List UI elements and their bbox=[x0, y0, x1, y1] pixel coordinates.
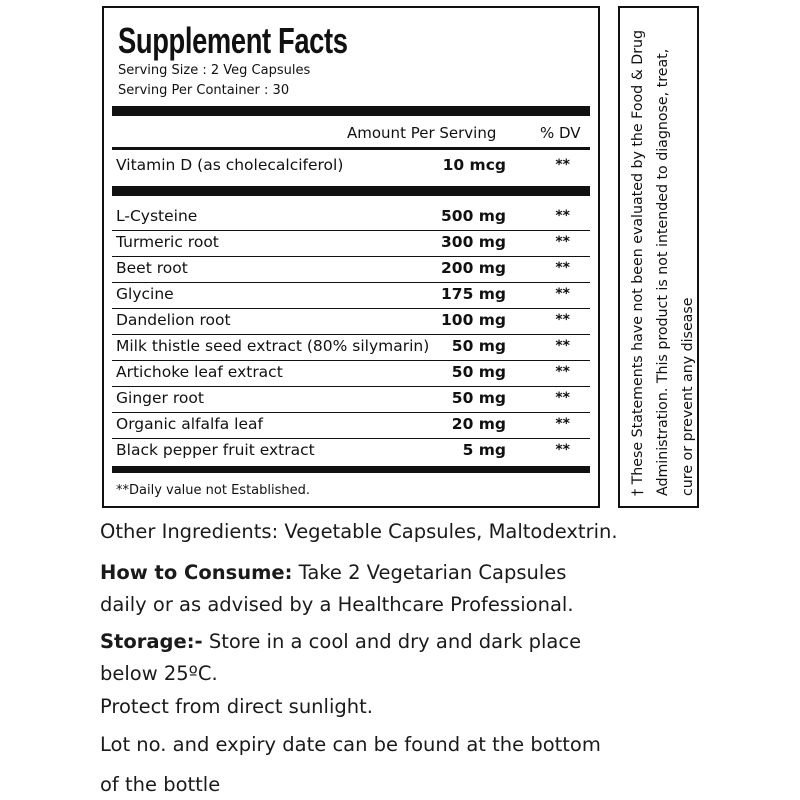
thick-divider bbox=[112, 186, 590, 196]
ingredient-row bbox=[112, 412, 590, 439]
ingredient-amount: 50 mg bbox=[451, 389, 506, 407]
storage-line-1 bbox=[100, 630, 581, 653]
nutrient-dv: ** bbox=[555, 157, 570, 173]
ingredient-name: Dandelion root bbox=[116, 311, 231, 329]
storage-text: Store in a cool and dry and dark place bbox=[202, 630, 582, 653]
supplement-facts-title: Supplement Facts bbox=[118, 20, 348, 61]
ingredient-name: Black pepper fruit extract bbox=[116, 441, 315, 459]
ingredient-name: Beet root bbox=[116, 259, 188, 277]
how-to-consume-text: Take 2 Vegetarian Capsules bbox=[292, 561, 567, 584]
ingredient-row bbox=[112, 282, 590, 309]
ingredient-amount: 50 mg bbox=[451, 363, 506, 381]
ingredient-dv: ** bbox=[555, 442, 570, 458]
ingredient-dv: ** bbox=[555, 338, 570, 354]
ingredient-amount: 50 mg bbox=[451, 337, 506, 355]
ingredient-name: Organic alfalfa leaf bbox=[116, 415, 263, 433]
nutrient-row bbox=[112, 153, 590, 179]
bottom-divider bbox=[112, 466, 590, 473]
ingredient-name: L-Cysteine bbox=[116, 207, 198, 225]
ingredient-name: Glycine bbox=[116, 285, 174, 303]
lot-info-line-2: of the bottle bbox=[100, 773, 221, 796]
nutrient-amount: 10 mcg bbox=[442, 156, 506, 174]
ingredient-row bbox=[112, 334, 590, 361]
ingredient-name: Milk thistle seed extract (80% silymarin) bbox=[116, 337, 430, 355]
ingredient-dv: ** bbox=[555, 312, 570, 328]
ingredient-dv: ** bbox=[555, 364, 570, 380]
disclaimer-line: † These Statements have not been evaluated by the Food & Drug bbox=[630, 29, 646, 496]
storage-line-2: below 25ºC. bbox=[100, 662, 218, 685]
how-to-consume-label: How to Consume: bbox=[100, 561, 293, 584]
ingredient-amount: 200 mg bbox=[441, 259, 506, 277]
ingredient-dv: ** bbox=[555, 260, 570, 276]
ingredient-row bbox=[112, 438, 590, 464]
sunlight-warning: Protect from direct sunlight. bbox=[100, 695, 373, 718]
fda-disclaimer-text bbox=[626, 10, 699, 496]
ingredient-dv: ** bbox=[555, 286, 570, 302]
ingredient-name: Ginger root bbox=[116, 389, 204, 407]
ingredient-amount: 500 mg bbox=[441, 207, 506, 225]
fda-disclaimer-panel bbox=[618, 6, 699, 508]
supplement-facts-panel bbox=[102, 6, 600, 508]
ingredient-dv: ** bbox=[555, 234, 570, 250]
storage-label: Storage:- bbox=[100, 630, 203, 653]
ingredient-row bbox=[112, 386, 590, 413]
header-divider bbox=[112, 147, 590, 150]
ingredient-name: Turmeric root bbox=[116, 233, 219, 251]
how-to-consume-line-2: daily or as advised by a Healthcare Professional. bbox=[100, 593, 574, 616]
ingredient-row bbox=[112, 204, 590, 231]
how-to-consume-line-1 bbox=[100, 561, 566, 584]
ingredient-row bbox=[112, 360, 590, 387]
ingredient-amount: 5 mg bbox=[462, 441, 506, 459]
disclaimer-line: cure or prevent any disease bbox=[680, 297, 696, 496]
ingredient-amount: 175 mg bbox=[441, 285, 506, 303]
amount-per-serving-header: Amount Per Serving bbox=[347, 124, 497, 142]
ingredient-amount: 300 mg bbox=[441, 233, 506, 251]
ingredient-dv: ** bbox=[555, 390, 570, 406]
lot-info-line-1: Lot no. and expiry date can be found at the bottom bbox=[100, 733, 601, 756]
thick-divider bbox=[112, 106, 590, 116]
daily-value-header: % DV bbox=[540, 124, 581, 142]
other-ingredients: Other Ingredients: Vegetable Capsules, Maltodextrin. bbox=[100, 520, 618, 543]
ingredient-row bbox=[112, 256, 590, 283]
ingredient-amount: 100 mg bbox=[441, 311, 506, 329]
nutrient-name: Vitamin D (as cholecalciferol) bbox=[116, 156, 344, 174]
disclaimer-line: Administration. This product is not intended to diagnose, treat, bbox=[655, 48, 671, 496]
serving-size: Serving Size : 2 Veg Capsules bbox=[118, 63, 311, 78]
ingredient-amount: 20 mg bbox=[451, 415, 506, 433]
ingredient-dv: ** bbox=[555, 416, 570, 432]
ingredient-row bbox=[112, 308, 590, 335]
ingredient-name: Artichoke leaf extract bbox=[116, 363, 283, 381]
ingredient-dv: ** bbox=[555, 208, 570, 224]
ingredient-row bbox=[112, 230, 590, 257]
daily-value-footnote: **Daily value not Established. bbox=[116, 483, 311, 498]
servings-per-container: Serving Per Container : 30 bbox=[118, 83, 290, 98]
